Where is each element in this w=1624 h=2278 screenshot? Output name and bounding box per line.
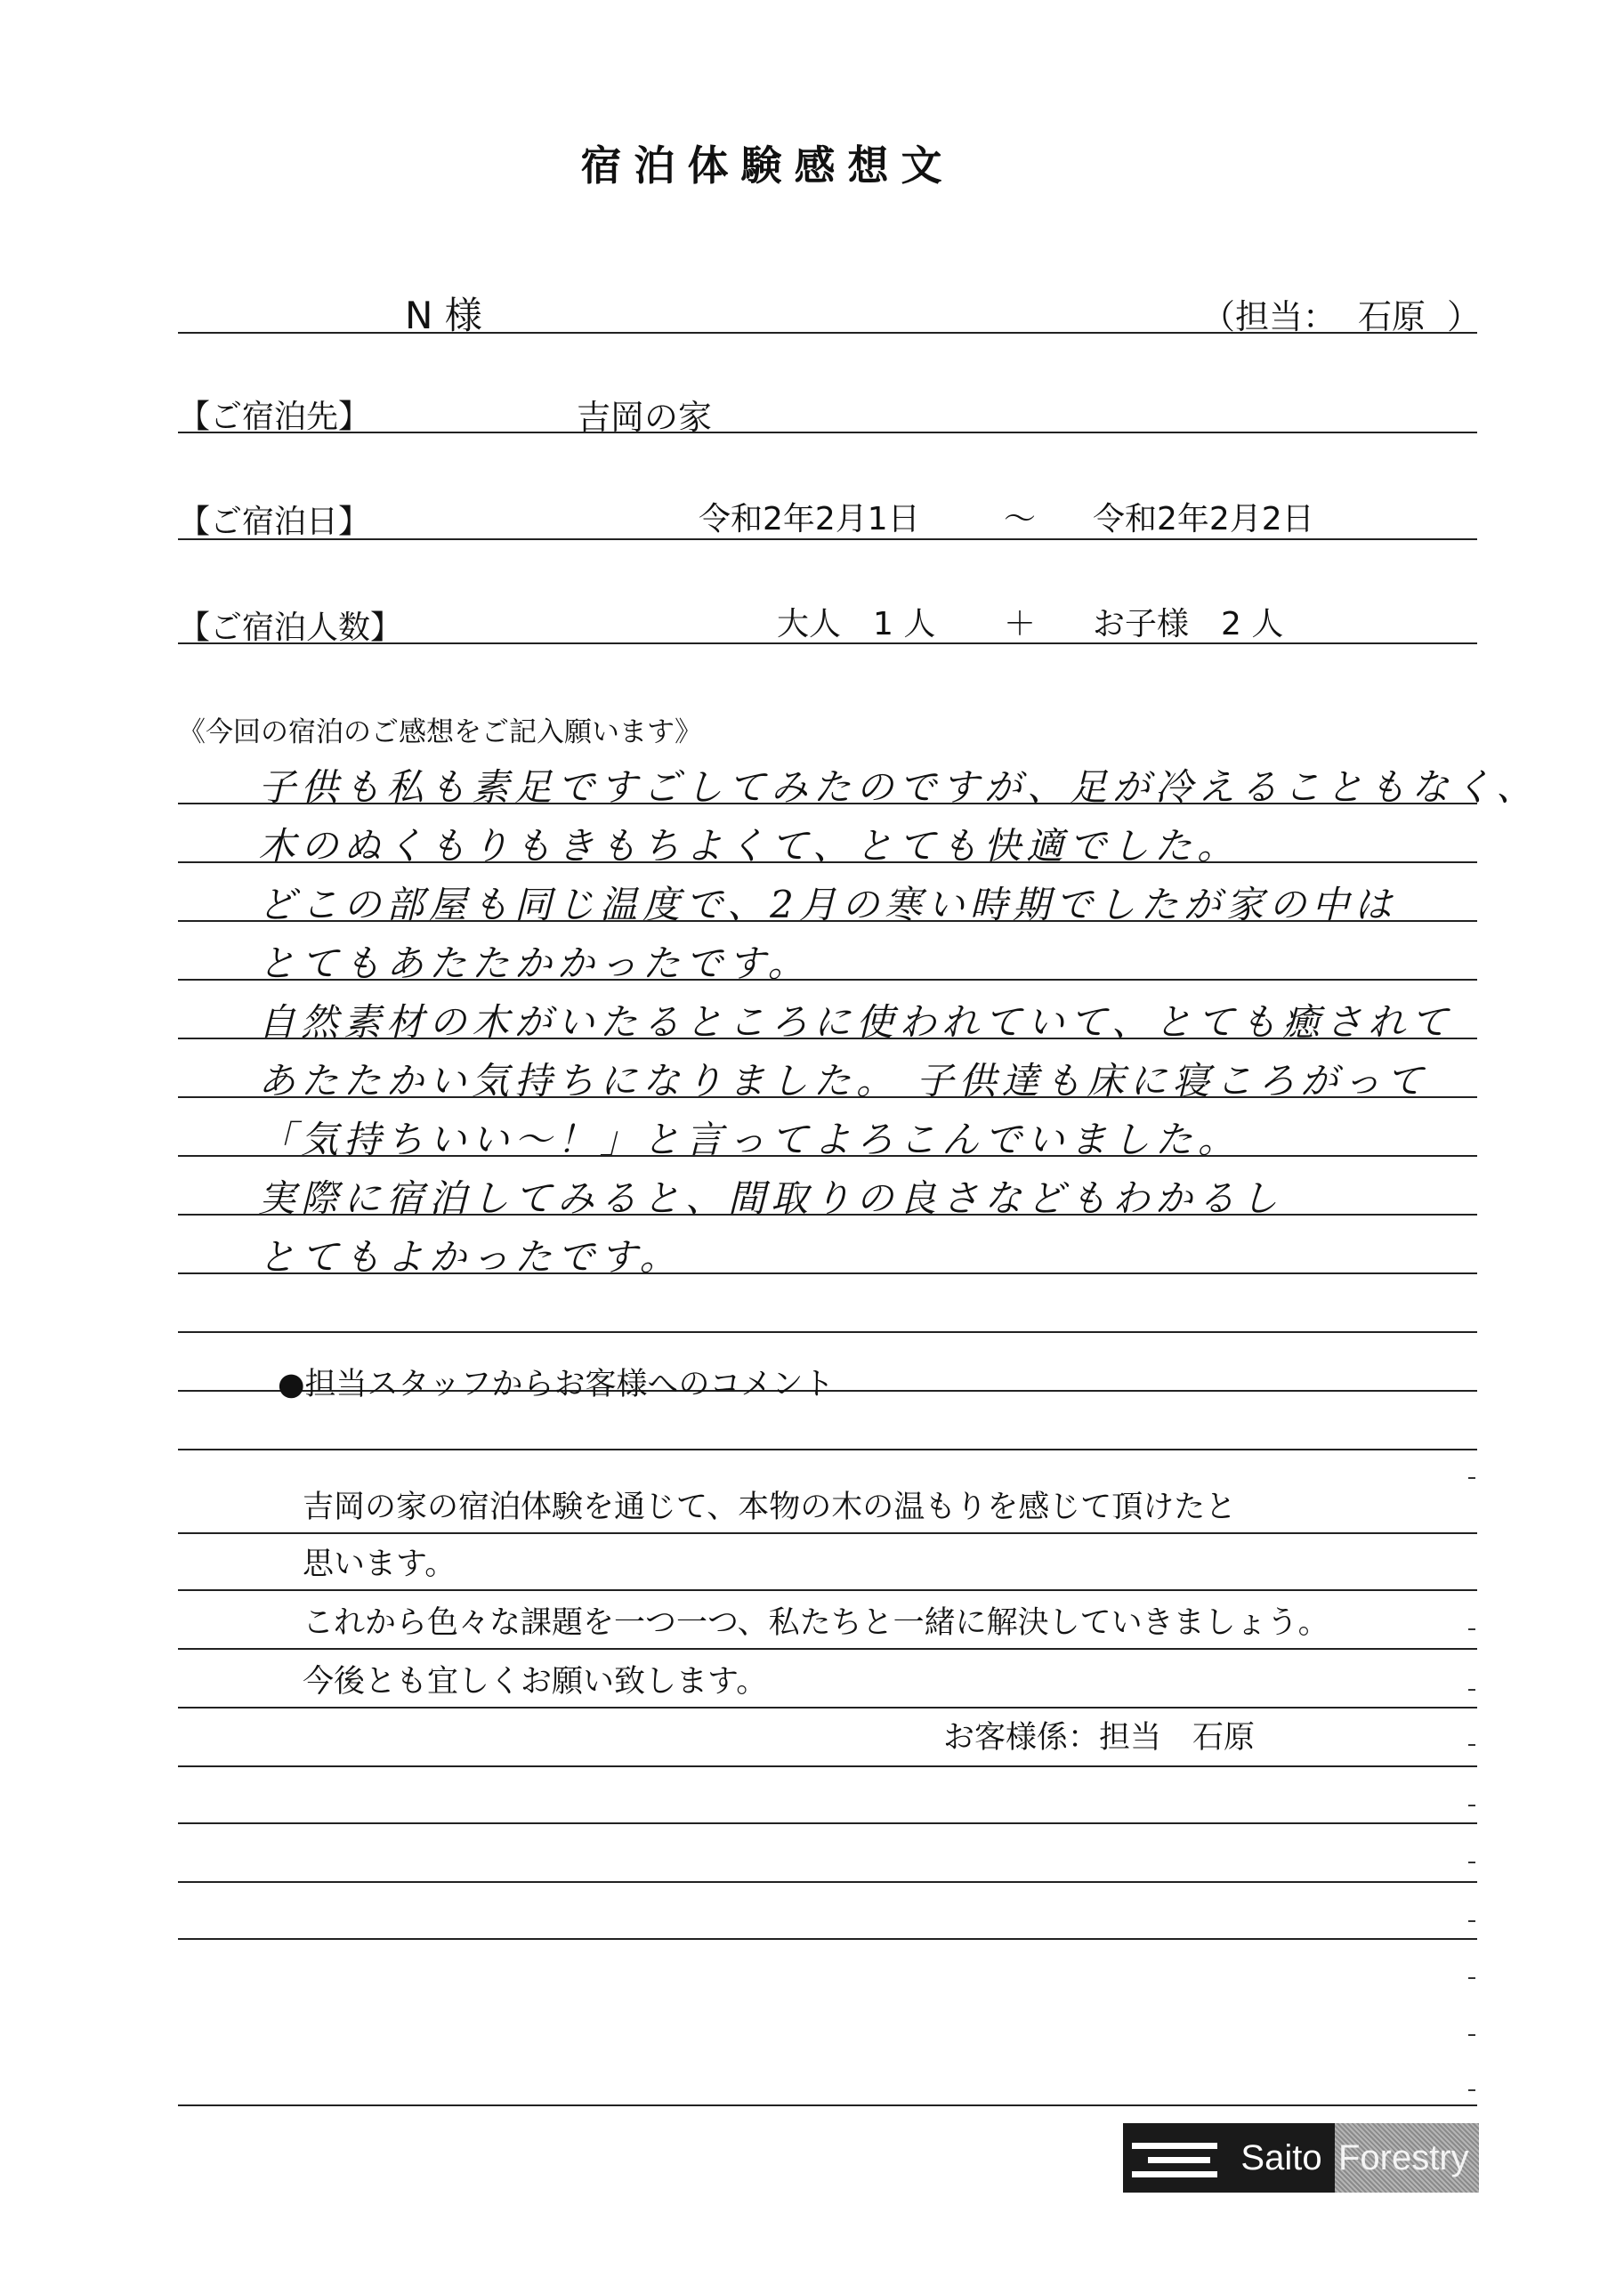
margin-tick [1468, 2089, 1475, 2091]
margin-tick [1468, 2034, 1475, 2036]
guests-rule [178, 642, 1477, 644]
comment-rule [178, 1765, 1477, 1767]
customer-name: N 様 [405, 294, 482, 337]
comment-line: 吉岡の家の宿泊体験を通じて、本物の木の温もりを感じて頂けたと [303, 1490, 1237, 1525]
impression-rule [178, 1038, 1477, 1039]
comment-rule [178, 1822, 1477, 1824]
impression-line: 実際に宿泊してみると、間取りの良さなどもわかるし [258, 1176, 1284, 1220]
comment-rule [178, 1532, 1477, 1534]
comment-rule [178, 1648, 1477, 1650]
comment-rule [178, 1938, 1477, 1940]
impression-line: どこの部屋も同じ温度で、2月の寒い時期でしたが家の中は [258, 883, 1397, 926]
margin-tick [1468, 1628, 1475, 1630]
customer-rule [178, 332, 1477, 334]
impression-line: 「気持ちいい〜！」と言ってよろこんでいました。 [258, 1118, 1241, 1161]
dates-rule [178, 538, 1477, 540]
margin-tick [1468, 1862, 1475, 1863]
logo-mark-icon [1123, 2123, 1228, 2193]
staff-close: ） [1447, 297, 1482, 336]
logo-forestry-text: Forestry [1335, 2123, 1479, 2193]
margin-tick [1468, 1744, 1475, 1746]
impression-line: とてもあたたかかったです。 [258, 941, 811, 985]
impression-line: 木のぬくもりもきもちよくて、とても快適でした。 [258, 824, 1240, 868]
impression-line: 子供も私も素足ですごしてみたのですが、足が冷えることもなく、 [258, 765, 1539, 809]
impression-rule [178, 861, 1477, 863]
impression-line: とてもよかったです。 [258, 1235, 683, 1279]
date-to: 令和2年2月2日 [1093, 501, 1314, 537]
guests-label: 【ご宿泊人数】 [178, 610, 403, 646]
impression-line: 自然素材の木がいたるところに使われていて、とても癒されて [258, 1000, 1454, 1044]
date-from: 令和2年2月1日 [699, 501, 920, 537]
saito-forestry-logo [1123, 2123, 1479, 2193]
staff-name: 石原 [1358, 297, 1426, 336]
dates-label: 【ご宿泊日】 [178, 504, 371, 540]
impression-line: あたたかい気持ちになりました。 子供達も床に寝ころがって [258, 1059, 1429, 1103]
comment-line: 今後とも宜しくお願い致します。 [303, 1664, 768, 1700]
margin-tick [1468, 1477, 1475, 1479]
document-title: 宿泊体験感想文 [580, 141, 955, 190]
comment-line: これから色々な課題を一つ一つ、私たちと一緒に解決していきましょう。 [303, 1605, 1329, 1641]
impression-rule [178, 1096, 1477, 1098]
comment-rule [178, 1707, 1477, 1708]
bottom-rule [178, 2104, 1477, 2106]
date-separator: ～ [1004, 501, 1037, 537]
impression-rule [178, 979, 1477, 981]
impression-rule [178, 1331, 1477, 1333]
impression-rule [178, 1272, 1477, 1274]
impression-rule [178, 1155, 1477, 1157]
staff-assignment [1201, 289, 1481, 338]
comment-rule [178, 1589, 1477, 1591]
comment-signature: お客様係：担当 石原 [943, 1720, 1256, 1756]
staff-comment-heading: ●担当スタッフからお客様へのコメント [278, 1367, 835, 1402]
comment-rule [178, 1449, 1477, 1450]
comment-rule [178, 1881, 1477, 1883]
margin-tick [1468, 1977, 1475, 1979]
adults-count: 大人 1 人 [777, 606, 936, 642]
margin-tick [1468, 1920, 1475, 1922]
impression-rule [178, 920, 1477, 922]
destination-label: 【ご宿泊先】 [178, 399, 371, 435]
margin-tick [1468, 1805, 1475, 1806]
margin-tick [1468, 1689, 1475, 1691]
comment-line: 思います。 [303, 1547, 456, 1582]
destination-value: 吉岡の家 [577, 398, 713, 437]
destination-rule [178, 432, 1477, 433]
plus-sign: ＋ [1004, 606, 1037, 642]
impression-rule [178, 803, 1477, 804]
children-count: お子様 2 人 [1093, 606, 1284, 642]
impressions-heading: 《今回の宿泊のご感想をご記入願います》 [178, 716, 702, 748]
staff-label: （担当： [1201, 297, 1337, 336]
logo-saito-text: Saito [1228, 2123, 1335, 2193]
impression-rule [178, 1214, 1477, 1216]
